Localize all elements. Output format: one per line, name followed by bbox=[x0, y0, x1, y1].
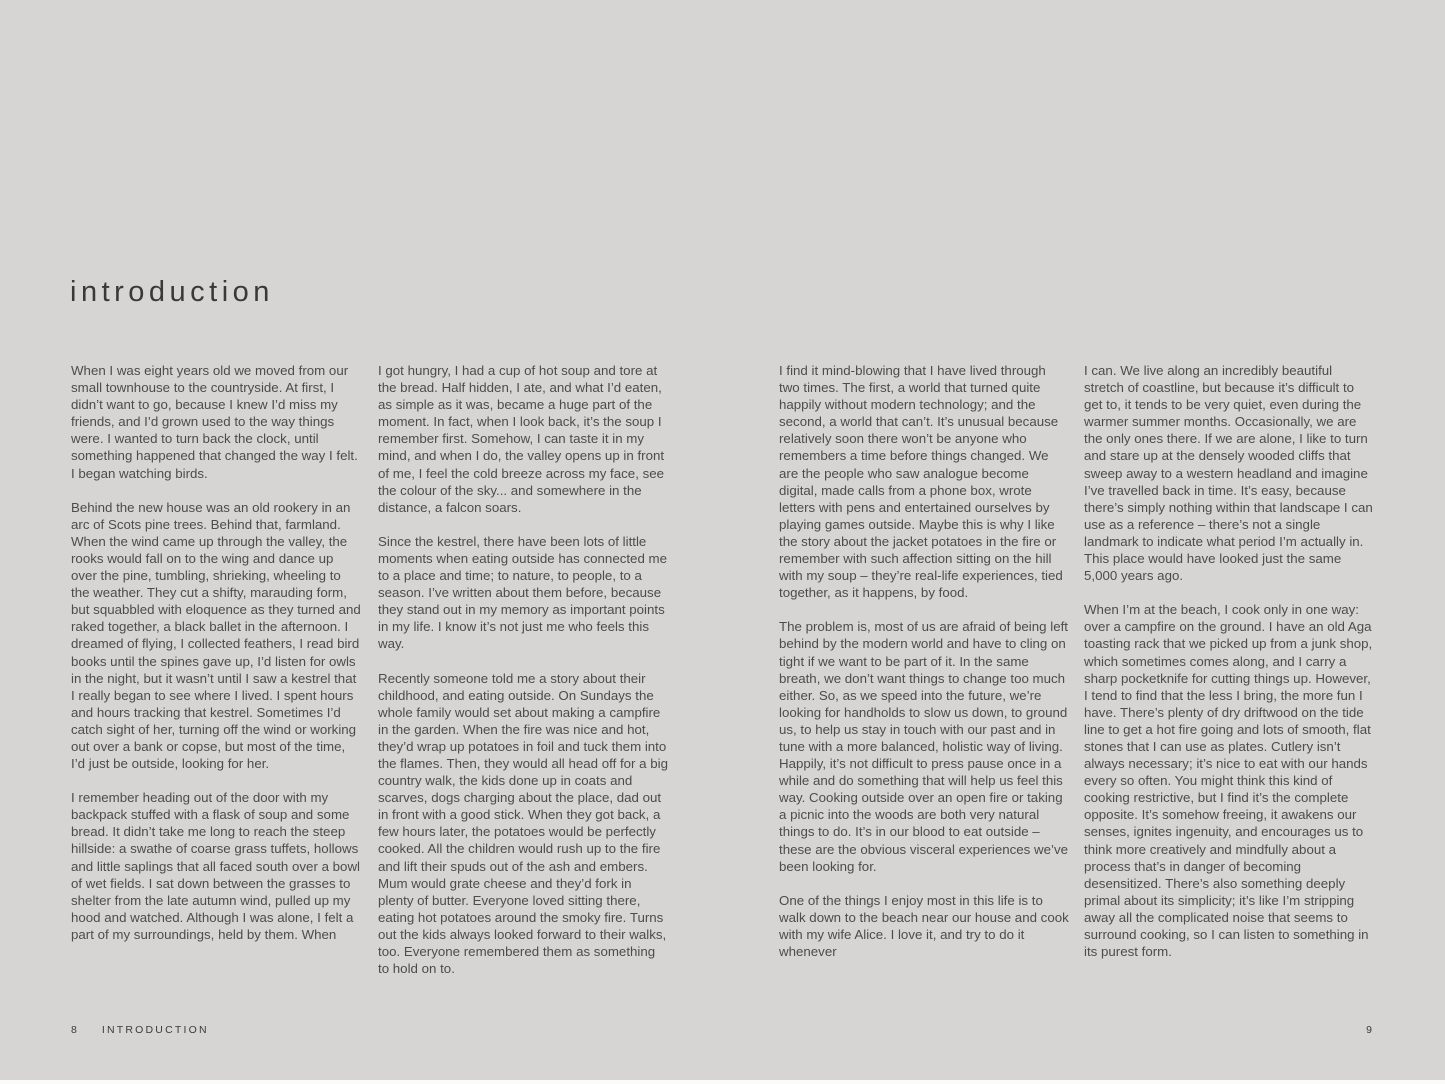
paragraph: I can. We live along an incredibly beautiful stretch of coastline, but because it’s difficult to get to, it tends to be very quiet, even during the warmer summer months. Occasionally, we are the only ones there. If we are alone, I like to turn and stare up at the densely wooded cliffs that sweep away to a western headland and imagine I’ve travelled back in time. It’s easy, because there’s simply nothing within that landscape I can use as a reference – there’s not a single landmark to indicate what period I’m actually in. This place would have looked just the same 5,000 years ago. bbox=[1084, 363, 1373, 584]
text-column-2 bbox=[378, 362, 668, 977]
text-column-1 bbox=[71, 362, 361, 943]
paragraph: The problem is, most of us are afraid of being left behind by the modern world and have to cling on tight if we want to be part of it. In the same breath, we don’t want things to change too much either. So, as we speed into the future, we’re looking for handholds to slow us down, to ground us, to help us stay in touch with our past and in tune with a more balanced, holistic way of living. Happily, it’s not difficult to press pause once in a while and do something that will help us feel this way. Cooking outside over an open fire or taking a picnic into the woods are both very natural things to do. It’s in our blood to eat outside – these are the obvious visceral experiences we’ve been looking for. bbox=[779, 619, 1068, 874]
paragraph: When I’m at the beach, I cook only in one way: over a campfire on the ground. I have an old Aga toasting rack that we picked up from a junk shop, which sometimes comes along, and I carry a sharp pocketknife for cutting things up. However, I tend to find that the less I bring, the more fun I have. There’s plenty of dry driftwood on the tide line to get a hot fire going and lots of smooth, flat stones that I can use as plates. Cutlery isn’t always necessary; it’s nice to eat with our hands every so often. You might think this kind of cooking restrictive, but I find it’s the complete opposite. It’s somehow freeing, it awakens our senses, ignites ingenuity, and encourages us to think more creatively and mindfully about a process that’s in danger of becoming desensitized. There’s also something deeply primal about its simplicity; it’s like I’m stripping away all the complicated noise that seems to surround cooking, so I can listen to something in its purest form. bbox=[1084, 602, 1373, 960]
text-column-4 bbox=[1084, 362, 1374, 960]
footer-right bbox=[1366, 1024, 1373, 1036]
paragraph: Since the kestrel, there have been lots of little moments when eating outside has connected me to a place and time; to nature, to people, to a season. I’ve written about them before, because they stand out in my memory as important points in my life. I know it’s not just me who feels this way. bbox=[378, 533, 668, 652]
paragraph: Behind the new house was an old rookery in an arc of Scots pine trees. Behind that, farmland. When the wind came up through the valley, the rooks would fall on to the wing and dance up over the pine, tumbling, shrieking, wheeling to the weather. They cut a shifty, marauding form, but squabbled with eloquence as they turned and raked together, a black ballet in the afternoon. I dreamed of flying, I collected feathers, I read bird books until the spines gave up, I’d listen for owls in the night, but it wasn’t until I saw a kestrel that I really began to see where I lived. I spent hours and hours tracking that kestrel. Sometimes I’d catch sight of her, turning off the wind or working out over a bank or copse, but most of the time, I’d just be outside, looking for her. bbox=[71, 499, 361, 772]
paragraph: Recently someone told me a story about their childhood, and eating outside. On Sundays the whole family would set about making a campfire in the garden. When the fire was nice and hot, they’d wrap up potatoes in foil and tuck them into the flames. Then, they would all head off for a big country walk, the kids done up in coats and scarves, dogs charging about the place, dad out in front with a good stick. When they got back, a few hours later, the potatoes would be perfectly cooked. All the children would rush up to the fire and lift their spuds out of the ash and embers. Mum would grate cheese and they’d fork in plenty of butter. Everyone loved sitting there, eating hot potatoes around the smoky fire. Turns out the kids always looked forward to their walks, too. Everyone remembered them as something to hold on to. bbox=[378, 670, 669, 977]
paragraph: I got hungry, I had a cup of hot soup and tore at the bread. Half hidden, I ate, and what I’d eaten, as simple as it was, became a huge part of the moment. In fact, when I look back, it’s the soup I remember first. Somehow, I can taste it in my mind, and when I do, the valley opens up in front of me, I feel the cold breeze across my face, see the colour of the sky... and somewhere in the distance, a falcon soars. bbox=[378, 363, 665, 515]
running-head: INTRODUCTION bbox=[101, 1024, 209, 1036]
footer-left bbox=[71, 1024, 209, 1036]
paragraph: When I was eight years old we moved from our small townhouse to the countryside. At first, I didn’t want to go, because I knew I’d miss my friends, and I’d grown used to the way things were. I wanted to turn back the clock, until something happened that changed the way I felt. I began watching birds. bbox=[71, 363, 358, 481]
text-column-3 bbox=[779, 362, 1069, 960]
page-number-right: 9 bbox=[1366, 1024, 1373, 1036]
chapter-heading: introduction bbox=[70, 276, 274, 308]
paragraph: I remember heading out of the door with my backpack stuffed with a flask of soup and some bread. It didn’t take me long to reach the steep hillside: a swathe of coarse grass tuffets, hollows and little saplings that all faced south over a bowl of wet fields. I sat down between the grasses to shelter from the late autumn wind, pulled up my hood and watched. Although I was alone, I felt a part of my surroundings, held by them. When bbox=[71, 790, 361, 942]
page-bottom-edge bbox=[0, 1080, 1445, 1084]
paragraph: One of the things I enjoy most in this life is to walk down to the beach near our house and cook with my wife Alice. I love it, and try to do it whenever bbox=[779, 892, 1069, 959]
page-number-left: 8 bbox=[71, 1024, 78, 1036]
paragraph: I find it mind-blowing that I have lived through two times. The first, a world that turned quite happily without modern technology; and the second, a world that can’t. It’s unusual because relatively soon there won’t be anyone who remembers a time before things changed. We are the people who saw analogue become digital, made calls from a phone box, wrote letters with pens and entertained ourselves by playing games outside. Maybe this is why I like the story about the jacket potatoes in the fire or remember with such affection sitting on the hill with my soup – they’re real-life experiences, tied together, as it happens, by food. bbox=[779, 363, 1063, 601]
